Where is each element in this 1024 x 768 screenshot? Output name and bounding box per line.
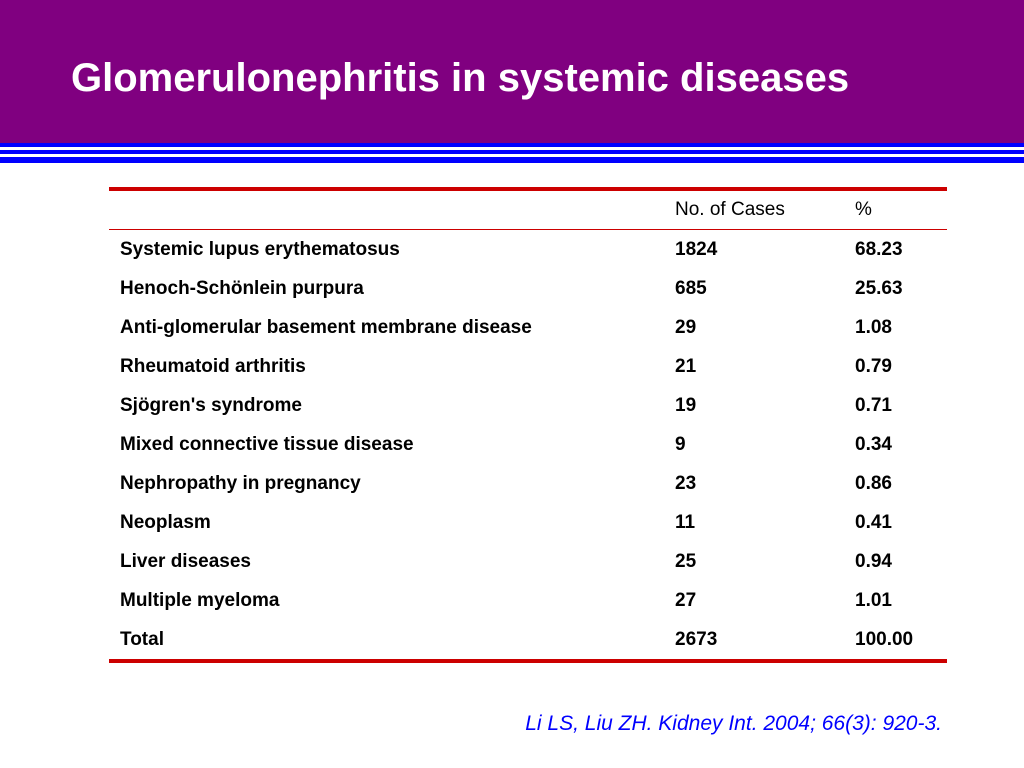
row-cases: 685 [675,278,707,299]
row-percent: 0.71 [855,395,892,416]
row-disease: Sjögren's syndrome [120,395,302,416]
row-cases: 27 [675,590,697,611]
slide-title: Glomerulonephritis in systemic diseases [71,56,850,100]
table-row [109,269,947,308]
row-disease: Multiple myeloma [120,590,280,611]
row-percent: 0.86 [855,473,892,494]
row-cases: 19 [675,395,697,416]
table-row [109,581,947,620]
table-total-row [109,620,947,661]
divider-line-2 [0,150,1024,154]
row-percent: 0.41 [855,512,892,533]
header-disease [109,189,664,230]
row-cases: 1824 [675,239,718,260]
row-disease: Nephropathy in pregnancy [120,473,361,494]
table-row [109,230,947,270]
row-percent: 0.34 [855,434,892,455]
table-row [109,347,947,386]
total-percent: 100.00 [855,629,914,650]
table-row [109,386,947,425]
row-disease: Neoplasm [120,512,211,533]
row-cases: 25 [675,551,697,572]
row-disease: Liver diseases [120,551,251,572]
row-percent: 68.23 [855,239,903,260]
row-disease: Systemic lupus erythematosus [120,239,400,260]
header-cases: No. of Cases [675,199,785,220]
row-percent: 0.79 [855,356,892,377]
divider-line-3 [0,157,1024,163]
table-row [109,503,947,542]
total-label: Total [120,629,164,650]
row-cases: 11 [675,512,696,533]
total-cases: 2673 [675,629,718,650]
table-row [109,308,947,347]
table-row [109,542,947,581]
divider-line-1 [0,143,1024,147]
row-cases: 29 [675,317,697,338]
row-disease: Henoch-Schönlein purpura [120,278,364,299]
row-disease: Rheumatoid arthritis [120,356,306,377]
table-row [109,425,947,464]
row-cases: 23 [675,473,697,494]
row-disease: Anti-glomerular basement membrane disease [120,317,532,338]
row-cases: 21 [675,356,697,377]
row-percent: 25.63 [855,278,903,299]
row-percent: 1.01 [855,590,892,611]
citation-reference: Li LS, Liu ZH. Kidney Int. 2004; 66(3): 920-3. [525,712,942,735]
row-percent: 1.08 [855,317,892,338]
table-header-row [109,189,947,230]
table-row [109,464,947,503]
header-percent: % [855,199,872,220]
disease-table [109,187,947,663]
row-disease: Mixed connective tissue disease [120,434,414,455]
row-percent: 0.94 [855,551,892,572]
row-cases: 9 [675,434,686,455]
disease-table-container [109,187,947,663]
